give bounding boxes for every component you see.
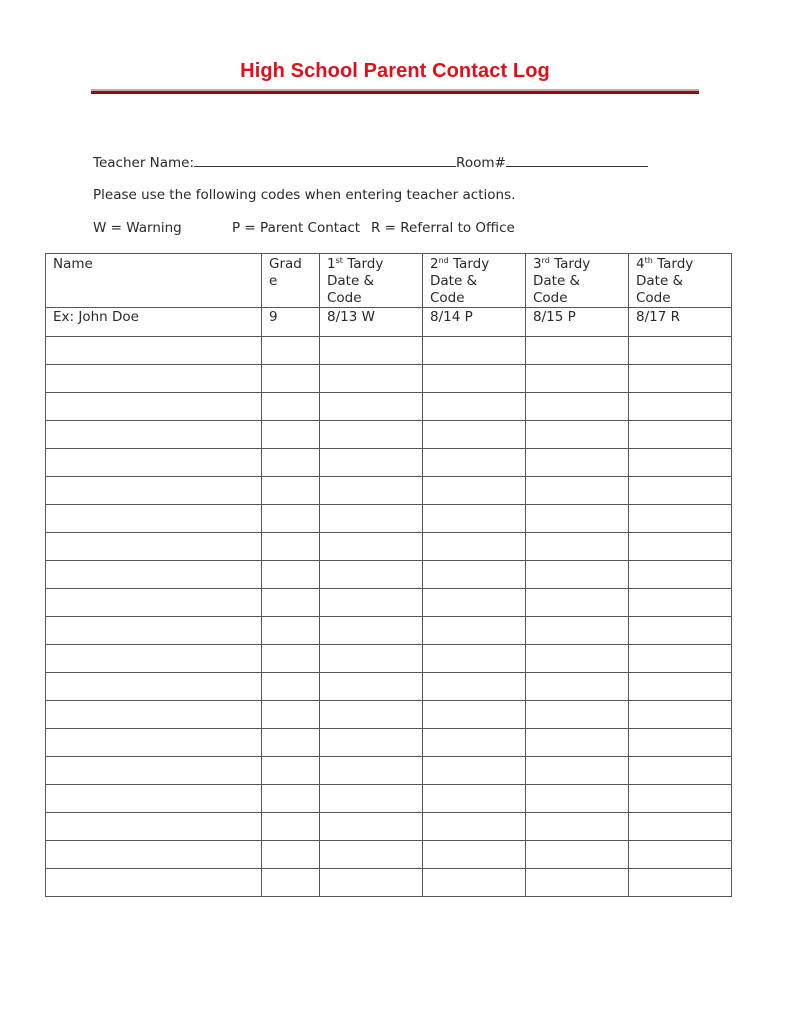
- entry-cell[interactable]: [262, 617, 320, 645]
- entry-cell[interactable]: [262, 813, 320, 841]
- entry-cell[interactable]: [262, 533, 320, 561]
- entry-cell[interactable]: [46, 729, 262, 757]
- entry-cell[interactable]: [423, 813, 526, 841]
- entry-cell[interactable]: [526, 701, 629, 729]
- header-tardy-4: 4th Tardy Date & Code: [629, 254, 732, 308]
- entry-cell[interactable]: [423, 533, 526, 561]
- header-grade: Grad e: [262, 254, 320, 308]
- entry-cell[interactable]: [423, 617, 526, 645]
- entry-cell[interactable]: [629, 505, 732, 533]
- entry-cell[interactable]: [423, 785, 526, 813]
- header-name: Name: [46, 254, 262, 308]
- entry-cell[interactable]: [46, 533, 262, 561]
- entry-cell[interactable]: [46, 701, 262, 729]
- teacher-name-field[interactable]: [194, 154, 456, 167]
- entry-cell[interactable]: [423, 729, 526, 757]
- entry-cell[interactable]: [262, 841, 320, 869]
- entry-cell[interactable]: [423, 421, 526, 449]
- entry-cell[interactable]: [423, 505, 526, 533]
- table-row: [46, 337, 732, 365]
- contact-log-table: [45, 253, 732, 897]
- entry-cell[interactable]: [320, 505, 423, 533]
- table-row: [46, 673, 732, 701]
- entry-cell[interactable]: [629, 421, 732, 449]
- header-tardy-2: 2nd Tardy Date & Code: [423, 254, 526, 308]
- entry-cell[interactable]: [629, 813, 732, 841]
- entry-cell[interactable]: [423, 449, 526, 477]
- header-tardy-1: 1st Tardy Date & Code: [320, 254, 423, 308]
- example-tardy-1: 8/13 W: [320, 308, 423, 337]
- entry-cell[interactable]: [320, 729, 423, 757]
- entry-cell[interactable]: [526, 505, 629, 533]
- code-legend: [93, 220, 515, 236]
- entry-cell[interactable]: [423, 365, 526, 393]
- code-referral: R = Referral to Office: [371, 220, 515, 236]
- entry-cell[interactable]: [262, 673, 320, 701]
- entry-cell[interactable]: [526, 617, 629, 645]
- entry-cell[interactable]: [320, 757, 423, 785]
- entry-cell[interactable]: [526, 393, 629, 421]
- blank-rows: [46, 337, 732, 897]
- table-row: [46, 477, 732, 505]
- entry-cell[interactable]: [526, 757, 629, 785]
- entry-cell[interactable]: [629, 757, 732, 785]
- instructions: Please use the following codes when entering teacher actions.: [93, 187, 516, 203]
- table-row: [46, 813, 732, 841]
- entry-cell[interactable]: [526, 477, 629, 505]
- table-row: [46, 393, 732, 421]
- entry-cell[interactable]: [262, 869, 320, 897]
- entry-cell[interactable]: [320, 393, 423, 421]
- entry-cell[interactable]: [46, 617, 262, 645]
- table-row: [46, 841, 732, 869]
- entry-cell[interactable]: [320, 421, 423, 449]
- title-divider: [91, 89, 699, 94]
- entry-cell[interactable]: [629, 337, 732, 365]
- entry-cell[interactable]: [320, 813, 423, 841]
- teacher-room-line: [93, 154, 648, 171]
- entry-cell[interactable]: [526, 561, 629, 589]
- example-name: Ex: John Doe: [46, 308, 262, 337]
- entry-cell[interactable]: [526, 337, 629, 365]
- code-warning: W = Warning: [93, 220, 182, 236]
- entry-cell[interactable]: [320, 869, 423, 897]
- entry-cell[interactable]: [262, 785, 320, 813]
- entry-cell[interactable]: [262, 505, 320, 533]
- table-row: [46, 561, 732, 589]
- entry-cell[interactable]: [629, 477, 732, 505]
- entry-cell[interactable]: [262, 449, 320, 477]
- entry-cell[interactable]: [320, 365, 423, 393]
- entry-cell[interactable]: [46, 393, 262, 421]
- entry-cell[interactable]: [423, 561, 526, 589]
- entry-cell[interactable]: [423, 477, 526, 505]
- entry-cell[interactable]: [423, 757, 526, 785]
- entry-cell[interactable]: [629, 449, 732, 477]
- entry-cell[interactable]: [46, 813, 262, 841]
- table-row: [46, 365, 732, 393]
- entry-cell[interactable]: [629, 729, 732, 757]
- entry-cell[interactable]: [320, 449, 423, 477]
- entry-cell[interactable]: [320, 533, 423, 561]
- entry-cell[interactable]: [423, 645, 526, 673]
- example-grade: 9: [262, 308, 320, 337]
- table-header-row: [46, 254, 732, 308]
- entry-cell[interactable]: [423, 673, 526, 701]
- entry-cell[interactable]: [526, 729, 629, 757]
- table-row: [46, 645, 732, 673]
- entry-cell[interactable]: [46, 421, 262, 449]
- entry-cell[interactable]: [320, 337, 423, 365]
- entry-cell[interactable]: [320, 785, 423, 813]
- entry-cell[interactable]: [629, 617, 732, 645]
- entry-cell[interactable]: [629, 365, 732, 393]
- example-tardy-2: 8/14 P: [423, 308, 526, 337]
- entry-cell[interactable]: [46, 337, 262, 365]
- entry-cell[interactable]: [526, 785, 629, 813]
- table-row: [46, 617, 732, 645]
- entry-cell[interactable]: [629, 673, 732, 701]
- entry-cell[interactable]: [629, 589, 732, 617]
- entry-cell[interactable]: [629, 869, 732, 897]
- entry-cell[interactable]: [46, 869, 262, 897]
- entry-cell[interactable]: [262, 393, 320, 421]
- entry-cell[interactable]: [46, 841, 262, 869]
- entry-cell[interactable]: [320, 673, 423, 701]
- entry-cell[interactable]: [526, 421, 629, 449]
- entry-cell[interactable]: [46, 589, 262, 617]
- table-row: [46, 421, 732, 449]
- entry-cell[interactable]: [320, 645, 423, 673]
- entry-cell[interactable]: [526, 645, 629, 673]
- entry-cell[interactable]: [629, 701, 732, 729]
- entry-cell[interactable]: [629, 645, 732, 673]
- entry-cell[interactable]: [46, 477, 262, 505]
- entry-cell[interactable]: [262, 561, 320, 589]
- entry-cell[interactable]: [262, 421, 320, 449]
- entry-cell[interactable]: [320, 477, 423, 505]
- table-row: [46, 729, 732, 757]
- entry-cell[interactable]: [526, 589, 629, 617]
- entry-cell[interactable]: [526, 813, 629, 841]
- entry-cell[interactable]: [423, 589, 526, 617]
- entry-cell[interactable]: [46, 505, 262, 533]
- entry-cell[interactable]: [46, 645, 262, 673]
- entry-cell[interactable]: [629, 841, 732, 869]
- entry-cell[interactable]: [423, 337, 526, 365]
- room-label: Room#: [456, 155, 506, 171]
- entry-cell[interactable]: [262, 337, 320, 365]
- entry-cell[interactable]: [46, 561, 262, 589]
- entry-cell[interactable]: [320, 701, 423, 729]
- entry-cell[interactable]: [526, 841, 629, 869]
- example-row: [46, 308, 732, 337]
- entry-cell[interactable]: [262, 645, 320, 673]
- example-tardy-4: 8/17 R: [629, 308, 732, 337]
- entry-cell[interactable]: [320, 617, 423, 645]
- entry-cell[interactable]: [46, 785, 262, 813]
- code-parent-contact: P = Parent Contact: [232, 220, 361, 236]
- entry-cell[interactable]: [262, 589, 320, 617]
- entry-cell[interactable]: [262, 701, 320, 729]
- table-row: [46, 869, 732, 897]
- entry-cell[interactable]: [423, 841, 526, 869]
- entry-cell[interactable]: [526, 533, 629, 561]
- table-row: [46, 785, 732, 813]
- entry-cell[interactable]: [46, 757, 262, 785]
- entry-cell[interactable]: [629, 785, 732, 813]
- entry-cell[interactable]: [526, 673, 629, 701]
- entry-cell[interactable]: [629, 561, 732, 589]
- entry-cell[interactable]: [262, 477, 320, 505]
- entry-cell[interactable]: [526, 449, 629, 477]
- entry-cell[interactable]: [526, 365, 629, 393]
- table-row: [46, 757, 732, 785]
- entry-cell[interactable]: [423, 869, 526, 897]
- entry-cell[interactable]: [262, 757, 320, 785]
- entry-cell[interactable]: [262, 365, 320, 393]
- header-tardy-3: 3rd Tardy Date & Code: [526, 254, 629, 308]
- page-title: High School Parent Contact Log: [240, 60, 550, 82]
- entry-cell[interactable]: [629, 533, 732, 561]
- table-row: [46, 589, 732, 617]
- table-row: [46, 449, 732, 477]
- example-tardy-3: 8/15 P: [526, 308, 629, 337]
- entry-cell[interactable]: [46, 365, 262, 393]
- entry-cell[interactable]: [629, 393, 732, 421]
- entry-cell[interactable]: [320, 589, 423, 617]
- entry-cell[interactable]: [320, 841, 423, 869]
- entry-cell[interactable]: [423, 393, 526, 421]
- entry-cell[interactable]: [262, 729, 320, 757]
- room-field[interactable]: [506, 154, 648, 167]
- entry-cell[interactable]: [46, 449, 262, 477]
- table-row: [46, 533, 732, 561]
- entry-cell[interactable]: [320, 561, 423, 589]
- entry-cell[interactable]: [423, 701, 526, 729]
- teacher-name-label: Teacher Name:: [93, 155, 195, 171]
- table-row: [46, 505, 732, 533]
- table-row: [46, 701, 732, 729]
- entry-cell[interactable]: [46, 673, 262, 701]
- entry-cell[interactable]: [526, 869, 629, 897]
